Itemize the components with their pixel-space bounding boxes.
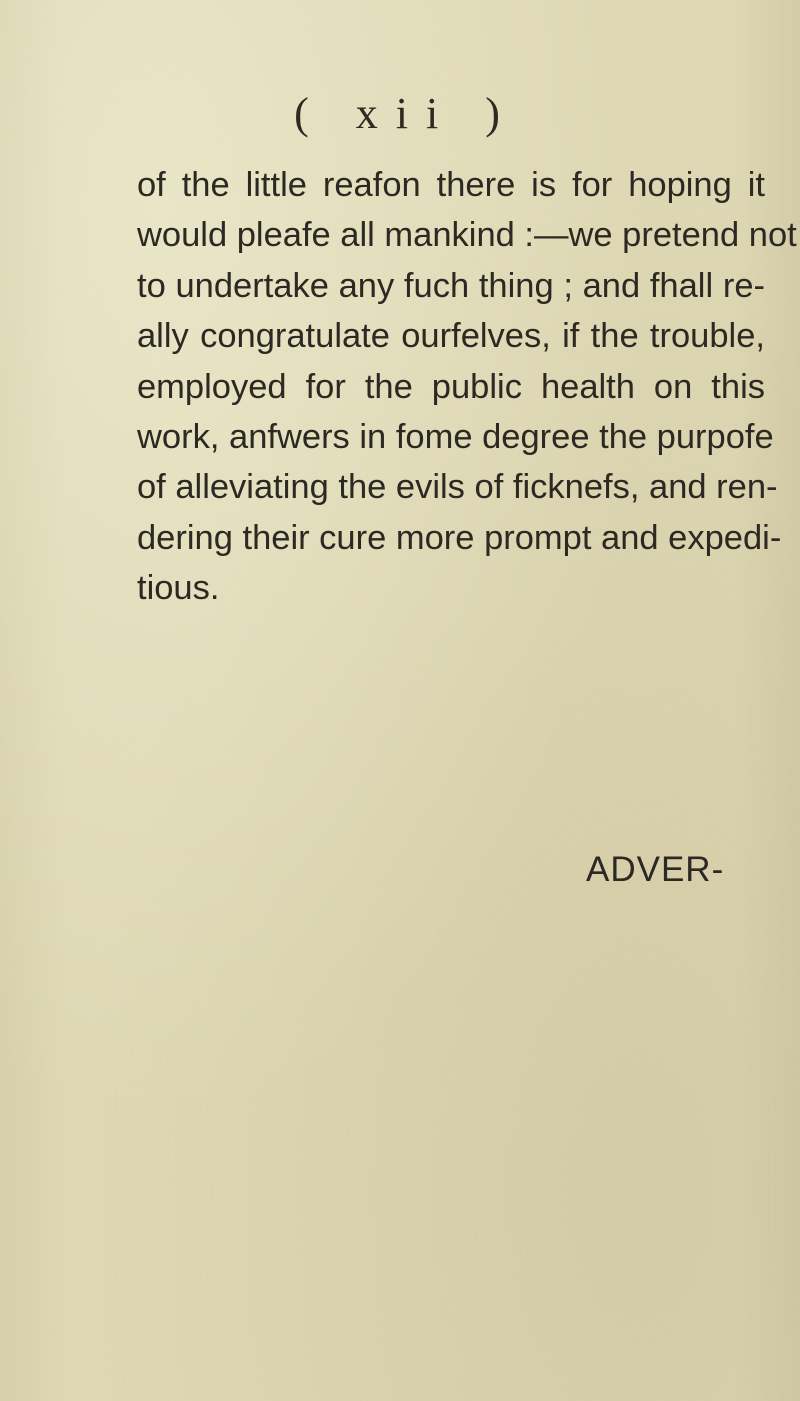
catchword: ADVER- [586, 850, 725, 889]
text-line: to undertake any fuch thing ; and fhall re- [137, 266, 765, 305]
text-line: would pleafe all mankind :—we pretend not [137, 216, 797, 255]
text-line: of the little reafon there is for hoping it [137, 166, 765, 204]
text-line: of alleviating the evils of ficknefs, and ren- [137, 468, 778, 507]
text-line: tious. [137, 569, 220, 608]
text-line: employed for the public health on this [137, 367, 765, 406]
text-line: dering their cure more prompt and expedi- [137, 518, 782, 557]
text-line: work, anfwers in fome degree the purpofe [137, 418, 774, 457]
body-paragraph [137, 160, 797, 614]
page-number: ( xii ) [294, 89, 518, 138]
text-line: ally congratulate ourfelves, if the trouble, [137, 317, 765, 356]
